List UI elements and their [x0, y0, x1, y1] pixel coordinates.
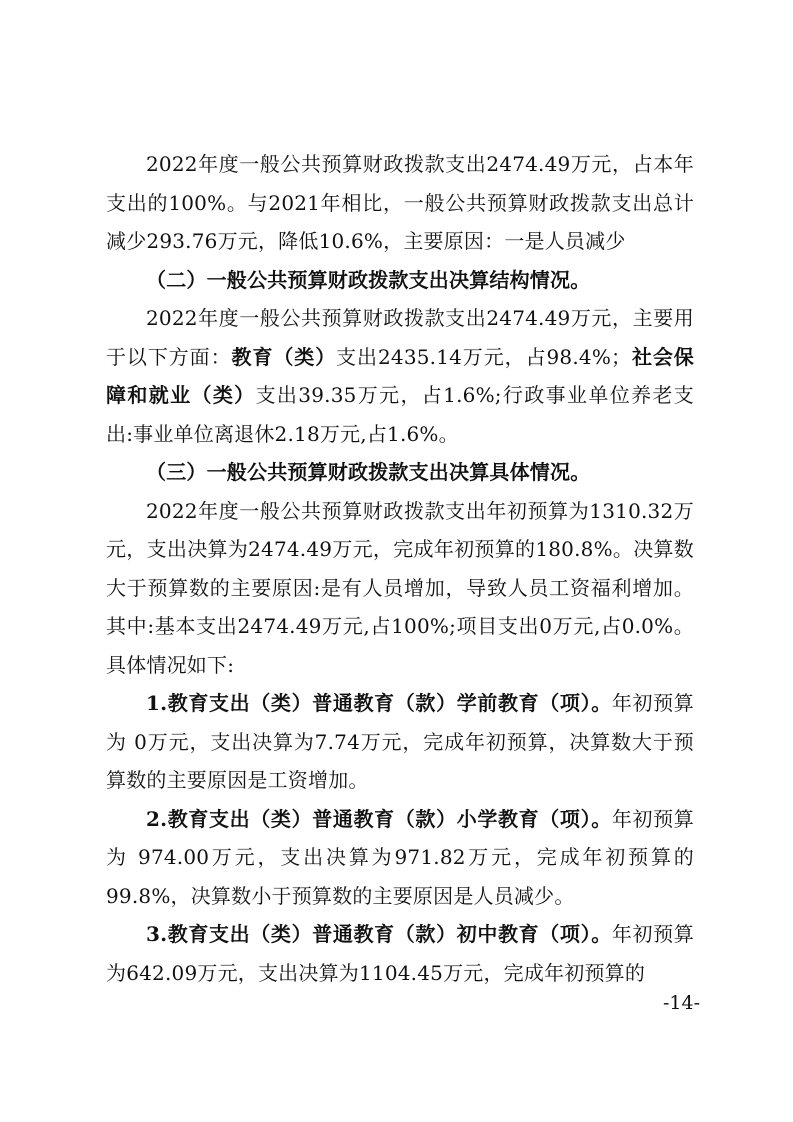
social-security-category-amount: 支出39.35万元，占1.6%;行政事业单位养老支出:事业单位离退休2.18万元,占1.6%。 [106, 383, 694, 446]
paragraph-structure [106, 299, 694, 453]
item-junior-title: 3.教育支出（类）普通教育（款）初中教育（项）。 [146, 922, 612, 946]
paragraph-details: 2022年度一般公共预算财政拨款支出年初预算为1310.32万元，支出决算为2474.49万元，完成年初预算的180.8%。决算数大于预算数的主要原因:是有人员增加，导致人员工资福利增加。其中:基本支出2474.49万元,占100%;项目支出0万元,占0.0%。具体情况如下: [106, 498, 694, 677]
education-category-amount: 支出2435.14万元，占98.4%； [336, 344, 632, 369]
item-preschool-title: 1.教育支出（类）普通教育（款）学前教育（项）。 [146, 691, 612, 715]
structure-intro: 2022年度一般公共预算财政拨款支出2474.49万元，主要用于以下方面： [106, 306, 694, 369]
social-security-category-label: 社会保障和就业（类） [106, 344, 694, 407]
document-body [106, 145, 694, 992]
heading-details: （三）一般公共预算财政拨款支出决算具体情况。 [146, 460, 591, 484]
item-preschool-education [106, 684, 694, 800]
heading-structure: （二）一般公共预算财政拨款支出决算结构情况。 [146, 267, 591, 292]
item-preschool-text: 年初预算为 0万元，支出决算为7.74万元，完成年初预算，决算数大于预算数的主要原因是工资增加。 [106, 691, 694, 792]
item-junior-text: 年初预算为642.09万元，支出决算为1104.45万元，完成年初预算的 [106, 922, 694, 985]
item-primary-title: 2.教育支出（类）普通教育（款）小学教育（项）。 [146, 806, 612, 831]
item-junior-education [106, 915, 694, 992]
item-primary-text: 年初预算为 974.00万元，支出决算为971.82万元，完成年初预算的99.8%，决算数小于预算数的主要原因是人员减少。 [106, 806, 694, 908]
page-number: -14- [662, 992, 700, 1014]
education-category-label: 教育（类） [231, 344, 337, 369]
item-primary-education [106, 800, 694, 916]
paragraph-total-expenditure: 2022年度一般公共预算财政拨款支出2474.49万元，占本年支出的100%。与2021年相比，一般公共预算财政拨款支出总计减少293.76万元，降低10.6%，主要原因：一是人员减少 [106, 152, 694, 253]
